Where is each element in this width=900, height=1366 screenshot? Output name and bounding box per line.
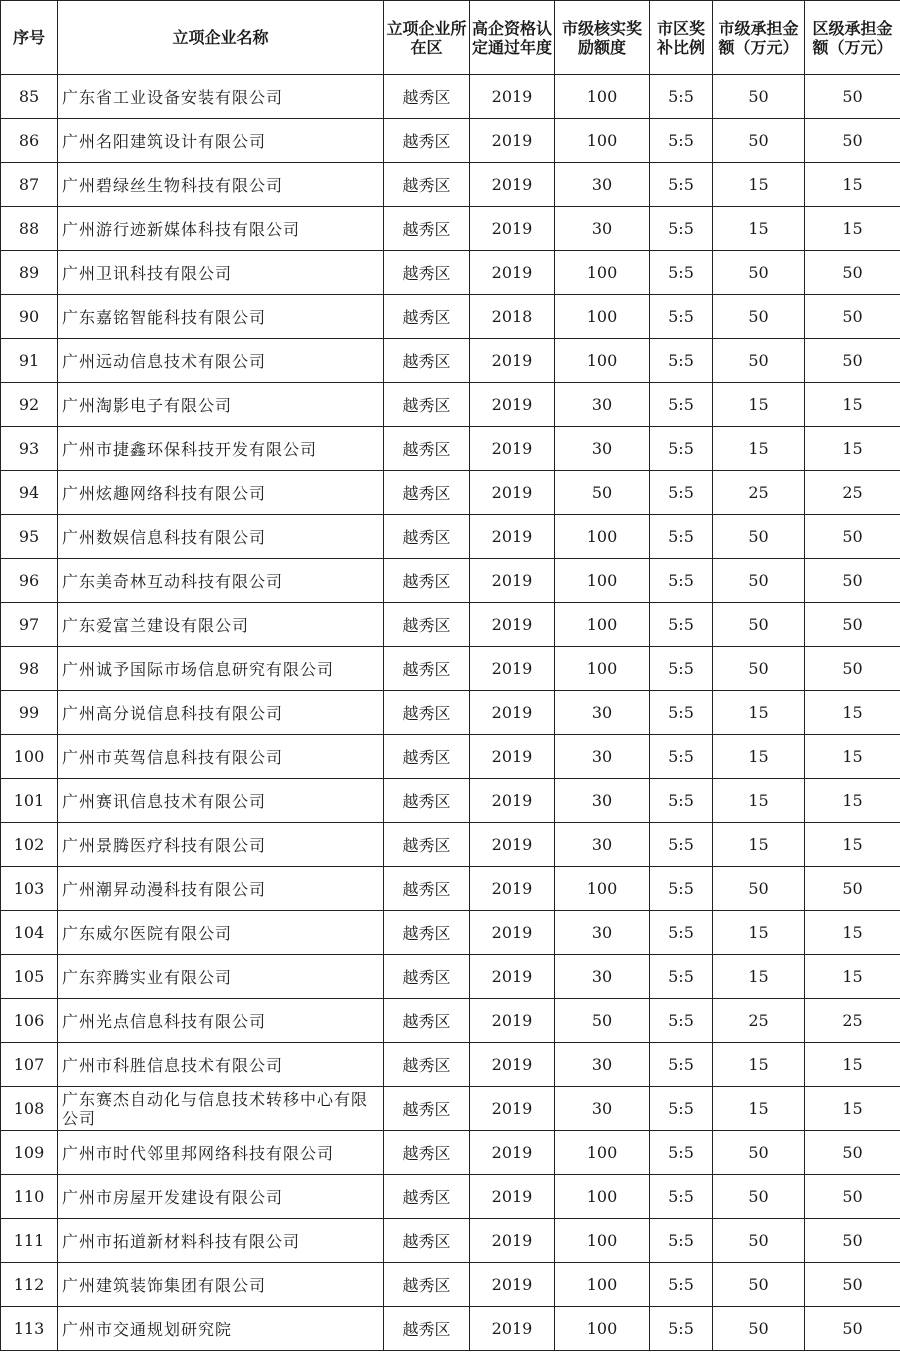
header-seq: 序号 — [1, 1, 58, 75]
cell-district-amount: 50 — [805, 1219, 900, 1263]
cell-area: 越秀区 — [384, 823, 470, 867]
table-row — [1, 691, 900, 735]
cell-year: 2019 — [470, 867, 555, 911]
cell-name: 广东威尔医院有限公司 — [58, 911, 384, 955]
cell-city-amount: 50 — [713, 75, 805, 119]
cell-ratio: 5:5 — [650, 1087, 713, 1131]
cell-reward: 100 — [555, 295, 650, 339]
cell-city-amount: 50 — [713, 1219, 805, 1263]
cell-year: 2019 — [470, 1043, 555, 1087]
table-row — [1, 735, 900, 779]
cell-reward: 100 — [555, 339, 650, 383]
cell-reward: 100 — [555, 251, 650, 295]
cell-district-amount: 15 — [805, 691, 900, 735]
table-row — [1, 1219, 900, 1263]
cell-city-amount: 50 — [713, 295, 805, 339]
cell-district-amount: 50 — [805, 603, 900, 647]
cell-year: 2019 — [470, 1263, 555, 1307]
cell-reward: 30 — [555, 1087, 650, 1131]
cell-city-amount: 50 — [713, 339, 805, 383]
cell-seq: 105 — [1, 955, 58, 999]
table-body — [1, 75, 900, 1351]
cell-area: 越秀区 — [384, 339, 470, 383]
cell-name: 广州市房屋开发建设有限公司 — [58, 1175, 384, 1219]
cell-name: 广州光点信息科技有限公司 — [58, 999, 384, 1043]
cell-name: 广东赛杰自动化与信息技术转移中心有限公司 — [58, 1087, 384, 1131]
cell-year: 2019 — [470, 251, 555, 295]
cell-ratio: 5:5 — [650, 999, 713, 1043]
cell-city-amount: 15 — [713, 163, 805, 207]
cell-seq: 100 — [1, 735, 58, 779]
cell-name: 广州建筑装饰集团有限公司 — [58, 1263, 384, 1307]
cell-ratio: 5:5 — [650, 603, 713, 647]
cell-seq: 89 — [1, 251, 58, 295]
cell-area: 越秀区 — [384, 911, 470, 955]
cell-reward: 50 — [555, 999, 650, 1043]
cell-seq: 86 — [1, 119, 58, 163]
cell-city-amount: 25 — [713, 471, 805, 515]
cell-city-amount: 15 — [713, 207, 805, 251]
table-row — [1, 119, 900, 163]
cell-city-amount: 50 — [713, 515, 805, 559]
cell-seq: 97 — [1, 603, 58, 647]
cell-area: 越秀区 — [384, 1263, 470, 1307]
cell-year: 2019 — [470, 1087, 555, 1131]
cell-area: 越秀区 — [384, 383, 470, 427]
table-row — [1, 207, 900, 251]
cell-year: 2019 — [470, 339, 555, 383]
table-row — [1, 867, 900, 911]
cell-city-amount: 50 — [713, 1263, 805, 1307]
cell-reward: 100 — [555, 559, 650, 603]
cell-district-amount: 15 — [805, 207, 900, 251]
cell-year: 2019 — [470, 207, 555, 251]
cell-year: 2019 — [470, 427, 555, 471]
cell-reward: 30 — [555, 427, 650, 471]
cell-district-amount: 50 — [805, 647, 900, 691]
cell-area: 越秀区 — [384, 559, 470, 603]
cell-name: 广州潮昇动漫科技有限公司 — [58, 867, 384, 911]
cell-name: 广州市拓道新材料科技有限公司 — [58, 1219, 384, 1263]
cell-district-amount: 50 — [805, 1307, 900, 1351]
table-row — [1, 647, 900, 691]
cell-reward: 30 — [555, 823, 650, 867]
cell-district-amount: 15 — [805, 779, 900, 823]
cell-seq: 102 — [1, 823, 58, 867]
cell-reward: 100 — [555, 1131, 650, 1175]
cell-reward: 100 — [555, 603, 650, 647]
cell-area: 越秀区 — [384, 647, 470, 691]
cell-reward: 30 — [555, 163, 650, 207]
cell-area: 越秀区 — [384, 295, 470, 339]
cell-ratio: 5:5 — [650, 295, 713, 339]
cell-ratio: 5:5 — [650, 515, 713, 559]
cell-city-amount: 25 — [713, 999, 805, 1043]
cell-ratio: 5:5 — [650, 339, 713, 383]
cell-city-amount: 15 — [713, 911, 805, 955]
header-city-amount: 市级承担金额（万元） — [713, 1, 805, 75]
header-area: 立项企业所在区 — [384, 1, 470, 75]
cell-name: 广州远动信息技术有限公司 — [58, 339, 384, 383]
cell-name: 广东省工业设备安装有限公司 — [58, 75, 384, 119]
cell-area: 越秀区 — [384, 251, 470, 295]
cell-ratio: 5:5 — [650, 1043, 713, 1087]
header-row — [1, 1, 900, 75]
cell-name: 广州高分说信息科技有限公司 — [58, 691, 384, 735]
cell-area: 越秀区 — [384, 603, 470, 647]
cell-seq: 113 — [1, 1307, 58, 1351]
table-row — [1, 427, 900, 471]
table-row — [1, 1175, 900, 1219]
cell-city-amount: 50 — [713, 1175, 805, 1219]
cell-reward: 30 — [555, 207, 650, 251]
cell-district-amount: 15 — [805, 383, 900, 427]
cell-name: 广东弈腾实业有限公司 — [58, 955, 384, 999]
cell-district-amount: 50 — [805, 1175, 900, 1219]
cell-city-amount: 50 — [713, 867, 805, 911]
cell-name: 广州市时代邻里邦网络科技有限公司 — [58, 1131, 384, 1175]
cell-city-amount: 15 — [713, 1043, 805, 1087]
cell-seq: 92 — [1, 383, 58, 427]
cell-reward: 30 — [555, 779, 650, 823]
cell-seq: 88 — [1, 207, 58, 251]
table-row — [1, 515, 900, 559]
cell-district-amount: 15 — [805, 163, 900, 207]
cell-year: 2019 — [470, 515, 555, 559]
cell-year: 2018 — [470, 295, 555, 339]
cell-seq: 103 — [1, 867, 58, 911]
cell-ratio: 5:5 — [650, 383, 713, 427]
cell-name: 广东爱富兰建设有限公司 — [58, 603, 384, 647]
cell-seq: 111 — [1, 1219, 58, 1263]
cell-area: 越秀区 — [384, 1175, 470, 1219]
cell-city-amount: 50 — [713, 603, 805, 647]
cell-reward: 30 — [555, 911, 650, 955]
table-row — [1, 559, 900, 603]
cell-name: 广州卫讯科技有限公司 — [58, 251, 384, 295]
cell-reward: 100 — [555, 867, 650, 911]
cell-reward: 50 — [555, 471, 650, 515]
cell-name: 广州市捷鑫环保科技开发有限公司 — [58, 427, 384, 471]
cell-ratio: 5:5 — [650, 1307, 713, 1351]
cell-year: 2019 — [470, 647, 555, 691]
cell-reward: 100 — [555, 1175, 650, 1219]
cell-name: 广东美奇林互动科技有限公司 — [58, 559, 384, 603]
cell-ratio: 5:5 — [650, 911, 713, 955]
cell-seq: 94 — [1, 471, 58, 515]
cell-district-amount: 50 — [805, 559, 900, 603]
cell-ratio: 5:5 — [650, 1175, 713, 1219]
cell-area: 越秀区 — [384, 999, 470, 1043]
cell-district-amount: 15 — [805, 735, 900, 779]
cell-reward: 100 — [555, 1307, 650, 1351]
cell-name: 广州碧绿丝生物科技有限公司 — [58, 163, 384, 207]
cell-name: 广东嘉铭智能科技有限公司 — [58, 295, 384, 339]
cell-area: 越秀区 — [384, 1131, 470, 1175]
cell-seq: 98 — [1, 647, 58, 691]
cell-year: 2019 — [470, 955, 555, 999]
cell-seq: 110 — [1, 1175, 58, 1219]
cell-name: 广州诚予国际市场信息研究有限公司 — [58, 647, 384, 691]
table-row — [1, 823, 900, 867]
cell-area: 越秀区 — [384, 1087, 470, 1131]
cell-reward: 100 — [555, 1219, 650, 1263]
table-row — [1, 999, 900, 1043]
cell-name: 广州名阳建筑设计有限公司 — [58, 119, 384, 163]
cell-reward: 100 — [555, 515, 650, 559]
cell-seq: 106 — [1, 999, 58, 1043]
table-row — [1, 1087, 900, 1131]
cell-ratio: 5:5 — [650, 427, 713, 471]
cell-ratio: 5:5 — [650, 1263, 713, 1307]
cell-district-amount: 15 — [805, 911, 900, 955]
cell-seq: 95 — [1, 515, 58, 559]
table-row — [1, 911, 900, 955]
cell-ratio: 5:5 — [650, 691, 713, 735]
cell-district-amount: 50 — [805, 119, 900, 163]
cell-ratio: 5:5 — [650, 867, 713, 911]
cell-seq: 87 — [1, 163, 58, 207]
cell-name: 广州数娱信息科技有限公司 — [58, 515, 384, 559]
cell-seq: 99 — [1, 691, 58, 735]
cell-ratio: 5:5 — [650, 559, 713, 603]
table-row — [1, 339, 900, 383]
cell-area: 越秀区 — [384, 163, 470, 207]
cell-seq: 101 — [1, 779, 58, 823]
cell-city-amount: 50 — [713, 1307, 805, 1351]
header-year: 高企资格认定通过年度 — [470, 1, 555, 75]
cell-reward: 30 — [555, 691, 650, 735]
cell-area: 越秀区 — [384, 1307, 470, 1351]
cell-name: 广州景腾医疗科技有限公司 — [58, 823, 384, 867]
table-row — [1, 779, 900, 823]
cell-name: 广州赛讯信息技术有限公司 — [58, 779, 384, 823]
cell-district-amount: 50 — [805, 339, 900, 383]
header-district-amount: 区级承担金额（万元） — [805, 1, 900, 75]
cell-ratio: 5:5 — [650, 955, 713, 999]
cell-seq: 108 — [1, 1087, 58, 1131]
cell-district-amount: 50 — [805, 515, 900, 559]
cell-reward: 30 — [555, 383, 650, 427]
cell-year: 2019 — [470, 999, 555, 1043]
cell-seq: 91 — [1, 339, 58, 383]
cell-year: 2019 — [470, 911, 555, 955]
cell-district-amount: 50 — [805, 1131, 900, 1175]
cell-seq: 104 — [1, 911, 58, 955]
cell-seq: 107 — [1, 1043, 58, 1087]
cell-area: 越秀区 — [384, 515, 470, 559]
cell-ratio: 5:5 — [650, 163, 713, 207]
cell-year: 2019 — [470, 471, 555, 515]
cell-year: 2019 — [470, 735, 555, 779]
cell-district-amount: 15 — [805, 1087, 900, 1131]
header-name: 立项企业名称 — [58, 1, 384, 75]
cell-district-amount: 25 — [805, 999, 900, 1043]
cell-city-amount: 50 — [713, 1131, 805, 1175]
cell-reward: 30 — [555, 735, 650, 779]
cell-seq: 109 — [1, 1131, 58, 1175]
cell-year: 2019 — [470, 1131, 555, 1175]
cell-ratio: 5:5 — [650, 1131, 713, 1175]
cell-district-amount: 50 — [805, 867, 900, 911]
cell-name: 广州市英驾信息科技有限公司 — [58, 735, 384, 779]
cell-year: 2019 — [470, 383, 555, 427]
cell-year: 2019 — [470, 1307, 555, 1351]
cell-year: 2019 — [470, 823, 555, 867]
cell-name: 广州炫趣网络科技有限公司 — [58, 471, 384, 515]
cell-district-amount: 50 — [805, 1263, 900, 1307]
cell-year: 2019 — [470, 75, 555, 119]
cell-district-amount: 25 — [805, 471, 900, 515]
cell-reward: 100 — [555, 119, 650, 163]
cell-city-amount: 50 — [713, 251, 805, 295]
cell-year: 2019 — [470, 163, 555, 207]
table-row — [1, 163, 900, 207]
cell-district-amount: 15 — [805, 955, 900, 999]
cell-reward: 30 — [555, 955, 650, 999]
cell-ratio: 5:5 — [650, 119, 713, 163]
header-reward: 市级核实奖励额度 — [555, 1, 650, 75]
cell-year: 2019 — [470, 119, 555, 163]
cell-district-amount: 15 — [805, 1043, 900, 1087]
cell-district-amount: 50 — [805, 251, 900, 295]
cell-year: 2019 — [470, 603, 555, 647]
cell-district-amount: 50 — [805, 75, 900, 119]
cell-area: 越秀区 — [384, 471, 470, 515]
cell-year: 2019 — [470, 1175, 555, 1219]
cell-reward: 100 — [555, 647, 650, 691]
cell-seq: 93 — [1, 427, 58, 471]
cell-area: 越秀区 — [384, 735, 470, 779]
cell-city-amount: 15 — [713, 691, 805, 735]
table-row — [1, 1263, 900, 1307]
cell-area: 越秀区 — [384, 119, 470, 163]
cell-city-amount: 15 — [713, 383, 805, 427]
cell-year: 2019 — [470, 1219, 555, 1263]
cell-ratio: 5:5 — [650, 207, 713, 251]
cell-area: 越秀区 — [384, 75, 470, 119]
cell-city-amount: 15 — [713, 955, 805, 999]
header-ratio: 市区奖补比例 — [650, 1, 713, 75]
cell-name: 广州市科胜信息技术有限公司 — [58, 1043, 384, 1087]
cell-city-amount: 15 — [713, 735, 805, 779]
table-row — [1, 1131, 900, 1175]
cell-area: 越秀区 — [384, 955, 470, 999]
cell-ratio: 5:5 — [650, 75, 713, 119]
cell-seq: 96 — [1, 559, 58, 603]
cell-ratio: 5:5 — [650, 779, 713, 823]
cell-district-amount: 50 — [805, 295, 900, 339]
cell-city-amount: 50 — [713, 119, 805, 163]
cell-name: 广州淘影电子有限公司 — [58, 383, 384, 427]
cell-ratio: 5:5 — [650, 823, 713, 867]
cell-city-amount: 15 — [713, 779, 805, 823]
cell-ratio: 5:5 — [650, 471, 713, 515]
cell-reward: 30 — [555, 1043, 650, 1087]
cell-district-amount: 15 — [805, 823, 900, 867]
cell-city-amount: 15 — [713, 823, 805, 867]
table-row — [1, 75, 900, 119]
cell-ratio: 5:5 — [650, 735, 713, 779]
cell-area: 越秀区 — [384, 1219, 470, 1263]
cell-ratio: 5:5 — [650, 647, 713, 691]
cell-name: 广州市交通规划研究院 — [58, 1307, 384, 1351]
table-row — [1, 251, 900, 295]
cell-area: 越秀区 — [384, 779, 470, 823]
cell-area: 越秀区 — [384, 867, 470, 911]
cell-area: 越秀区 — [384, 1043, 470, 1087]
cell-ratio: 5:5 — [650, 1219, 713, 1263]
cell-reward: 100 — [555, 75, 650, 119]
cell-area: 越秀区 — [384, 207, 470, 251]
table-row — [1, 955, 900, 999]
cell-name: 广州游行迹新媒体科技有限公司 — [58, 207, 384, 251]
cell-district-amount: 15 — [805, 427, 900, 471]
cell-city-amount: 50 — [713, 559, 805, 603]
cell-reward: 100 — [555, 1263, 650, 1307]
cell-ratio: 5:5 — [650, 251, 713, 295]
cell-year: 2019 — [470, 691, 555, 735]
cell-seq: 112 — [1, 1263, 58, 1307]
table-row — [1, 603, 900, 647]
table-row — [1, 471, 900, 515]
table-row — [1, 383, 900, 427]
cell-year: 2019 — [470, 779, 555, 823]
cell-city-amount: 50 — [713, 647, 805, 691]
cell-city-amount: 15 — [713, 1087, 805, 1131]
cell-area: 越秀区 — [384, 427, 470, 471]
table-row — [1, 1307, 900, 1351]
table-row — [1, 295, 900, 339]
cell-seq: 90 — [1, 295, 58, 339]
cell-city-amount: 15 — [713, 427, 805, 471]
cell-seq: 85 — [1, 75, 58, 119]
cell-year: 2019 — [470, 559, 555, 603]
table-row — [1, 1043, 900, 1087]
cell-area: 越秀区 — [384, 691, 470, 735]
